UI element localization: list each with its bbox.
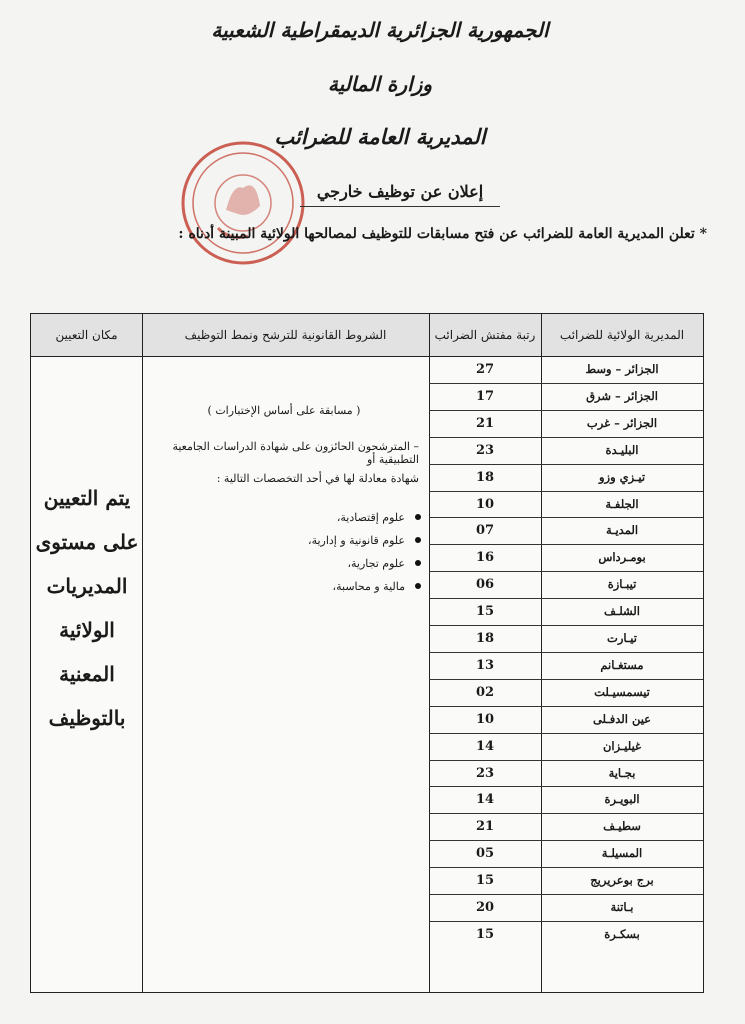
row-divider — [429, 652, 703, 653]
position-count: 05 — [475, 846, 495, 862]
announcement-title: إعلان عن توظيف خارجي — [316, 182, 484, 201]
position-count: 07 — [475, 523, 495, 539]
recruitment-table — [30, 313, 704, 993]
republic-heading: الجمهورية الجزائرية الديمقراطية الشعبية — [211, 18, 549, 42]
bullet-icon — [415, 583, 421, 589]
directorate-name: الجزائر – شرق — [586, 388, 658, 403]
specialty-label: مالية و محاسبة، — [332, 580, 405, 593]
directorate-name: بومـرداس — [598, 550, 646, 565]
position-count: 15 — [475, 604, 495, 620]
intro-text: * تعلن المديرية العامة للضرائب عن فتح مسابقات للتوظيف لمصالحها الولائية المبينة أدناه : — [178, 226, 707, 242]
specialty-label: علوم تجارية، — [347, 557, 405, 570]
table-header-row — [31, 314, 703, 357]
competition-mode: ( مسابقة على أساس الإختبارات ) — [207, 404, 361, 417]
position-count: 06 — [475, 577, 495, 593]
position-count: 21 — [475, 415, 495, 431]
position-count: 18 — [475, 631, 495, 646]
row-divider — [429, 517, 703, 518]
conditions-text-2: شهادة معادلة لها في أحد التخصصات التالية : — [216, 472, 419, 485]
row-divider — [429, 571, 703, 572]
position-count: 14 — [475, 792, 495, 808]
directorate-name: الجلفـة — [605, 496, 639, 511]
bullet-icon — [415, 514, 421, 520]
position-count: 21 — [475, 819, 495, 835]
directorate-name: غيليـزان — [602, 738, 642, 753]
list-item — [165, 575, 405, 598]
specialty-label: علوم قانونية و إدارية، — [308, 534, 405, 547]
position-count: 17 — [475, 388, 495, 404]
row-divider — [429, 383, 703, 384]
position-count: 20 — [475, 900, 495, 915]
directorate-name: المديـة — [605, 523, 639, 538]
directorate-name: مستغـانم — [600, 657, 644, 672]
row-divider — [429, 544, 703, 545]
list-item — [165, 552, 405, 575]
title-underline — [300, 206, 500, 207]
header-rank: رتبة مفتش الضرائب — [434, 328, 536, 342]
position-count: 16 — [475, 550, 495, 566]
directorate-name: تيـزي وزو — [598, 469, 646, 484]
row-divider — [429, 625, 703, 626]
position-count: 13 — [475, 657, 495, 673]
directorate-name: تيـارت — [607, 631, 637, 645]
official-seal-icon — [178, 138, 308, 268]
list-item — [165, 529, 405, 552]
directorate-name: المسيلـة — [601, 846, 643, 861]
row-divider — [429, 491, 703, 492]
position-count: 02 — [475, 684, 495, 700]
row-divider — [429, 786, 703, 787]
position-count: 23 — [475, 442, 495, 458]
directorate-name: الجزائر – غرب — [586, 415, 658, 430]
row-divider — [429, 760, 703, 761]
row-divider — [429, 410, 703, 411]
position-count: 10 — [475, 711, 495, 727]
position-count: 15 — [475, 926, 495, 942]
directorate-name: بجـاية — [608, 765, 636, 780]
row-divider — [429, 840, 703, 841]
specialties-list — [165, 506, 423, 598]
directorate-name: سطيـف — [603, 819, 641, 834]
list-item — [165, 506, 405, 529]
row-divider — [429, 598, 703, 599]
conditions-text-1: – المترشحون الحائزون على شهادة الدراسات الجامعية التطبيقية أو — [172, 440, 419, 466]
directorate-heading: المديرية العامة للضرائب — [274, 124, 486, 149]
row-divider — [429, 921, 703, 922]
directorate-name: البليـدة — [605, 442, 639, 457]
place-cell — [31, 356, 142, 992]
directorate-name: الشلـف — [603, 604, 641, 619]
directorate-name: تيسمسيـلت — [594, 684, 650, 699]
place-text: يتم التعيين على مستوى المديريات الولائية المعنية بالتوظيف — [35, 486, 139, 730]
specialty-label: علوم إقتصادية، — [336, 511, 405, 524]
position-count: 18 — [475, 469, 495, 485]
directorate-name: برج بوعريريج — [590, 873, 654, 888]
header-directorate: المديرية الولائية للضرائب — [559, 328, 685, 342]
row-divider — [429, 464, 703, 465]
position-count: 10 — [475, 496, 495, 512]
row-divider — [429, 733, 703, 734]
directorate-name: عين الدفـلى — [592, 711, 652, 726]
directorate-name: بـاتنة — [610, 900, 634, 914]
directorate-name: الجزائر – وسط — [585, 362, 659, 376]
row-divider — [429, 867, 703, 868]
directorate-name: البويـرة — [604, 792, 640, 807]
bullet-icon — [415, 537, 421, 543]
position-count: 14 — [475, 738, 495, 754]
row-divider — [429, 706, 703, 707]
ministry-heading: وزارة المالية — [327, 72, 433, 96]
header-place: مكان التعيين — [55, 328, 118, 342]
row-divider — [429, 813, 703, 814]
row-divider — [429, 894, 703, 895]
bullet-icon — [415, 560, 421, 566]
header-conditions: الشروط القانونية للترشح ونمط التوظيف — [184, 328, 387, 342]
position-count: 27 — [475, 362, 495, 377]
position-count: 15 — [475, 873, 495, 889]
row-divider — [429, 437, 703, 438]
row-divider — [429, 679, 703, 680]
directorate-name: بسكـرة — [604, 926, 640, 941]
directorate-name: تيبـازة — [607, 577, 637, 592]
position-count: 23 — [475, 765, 495, 781]
